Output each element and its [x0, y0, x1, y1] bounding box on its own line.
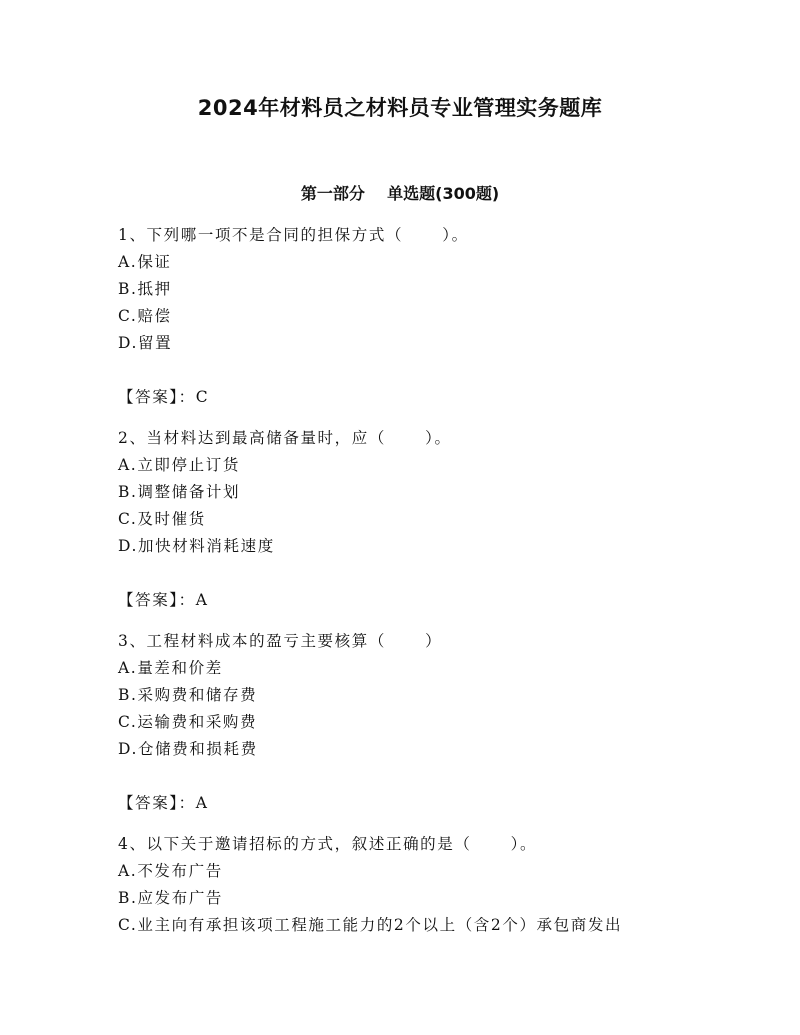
answer-label: 【答案】：C	[118, 388, 210, 406]
option-b: B.调整储备计划	[118, 483, 241, 501]
question-item	[118, 222, 698, 411]
option-c: C.运输费和采购费	[118, 713, 258, 731]
option-b: B.应发布广告	[118, 889, 224, 907]
option-b: B.采购费和储存费	[118, 686, 258, 704]
option-a: A.保证	[118, 253, 172, 271]
question-stem: 1、下列哪一项不是合同的担保方式（ ）。	[118, 226, 469, 244]
option-a: A.量差和价差	[118, 659, 223, 677]
answer-label: 【答案】：A	[118, 794, 209, 812]
option-c: C.及时催货	[118, 510, 206, 528]
question-stem: 2、当材料达到最高储备量时，应（ ）。	[118, 429, 452, 447]
option-a: A.不发布广告	[118, 862, 223, 880]
question-item	[118, 425, 698, 614]
option-c: C.业主向有承担该项工程施工能力的2个以上（含2个）承包商发出	[118, 916, 623, 934]
question-list	[118, 222, 698, 939]
option-b: B.抵押	[118, 280, 172, 298]
option-c: C.赔偿	[118, 307, 172, 325]
document-title: 2024年材料员之材料员专业管理实务题库	[197, 96, 603, 120]
section-heading: 第一部分 单选题(300题)	[300, 184, 500, 203]
option-d: D.加快材料消耗速度	[118, 537, 275, 555]
option-d: D.留置	[118, 334, 173, 352]
question-stem: 4、以下关于邀请招标的方式，叙述正确的是（ ）。	[118, 835, 538, 853]
question-item	[118, 831, 698, 939]
option-a: A.立即停止订货	[118, 456, 240, 474]
question-item	[118, 628, 698, 817]
option-d: D.仓储费和损耗费	[118, 740, 258, 758]
question-stem: 3、工程材料成本的盈亏主要核算（ ）	[118, 632, 443, 650]
answer-label: 【答案】：A	[118, 591, 209, 609]
